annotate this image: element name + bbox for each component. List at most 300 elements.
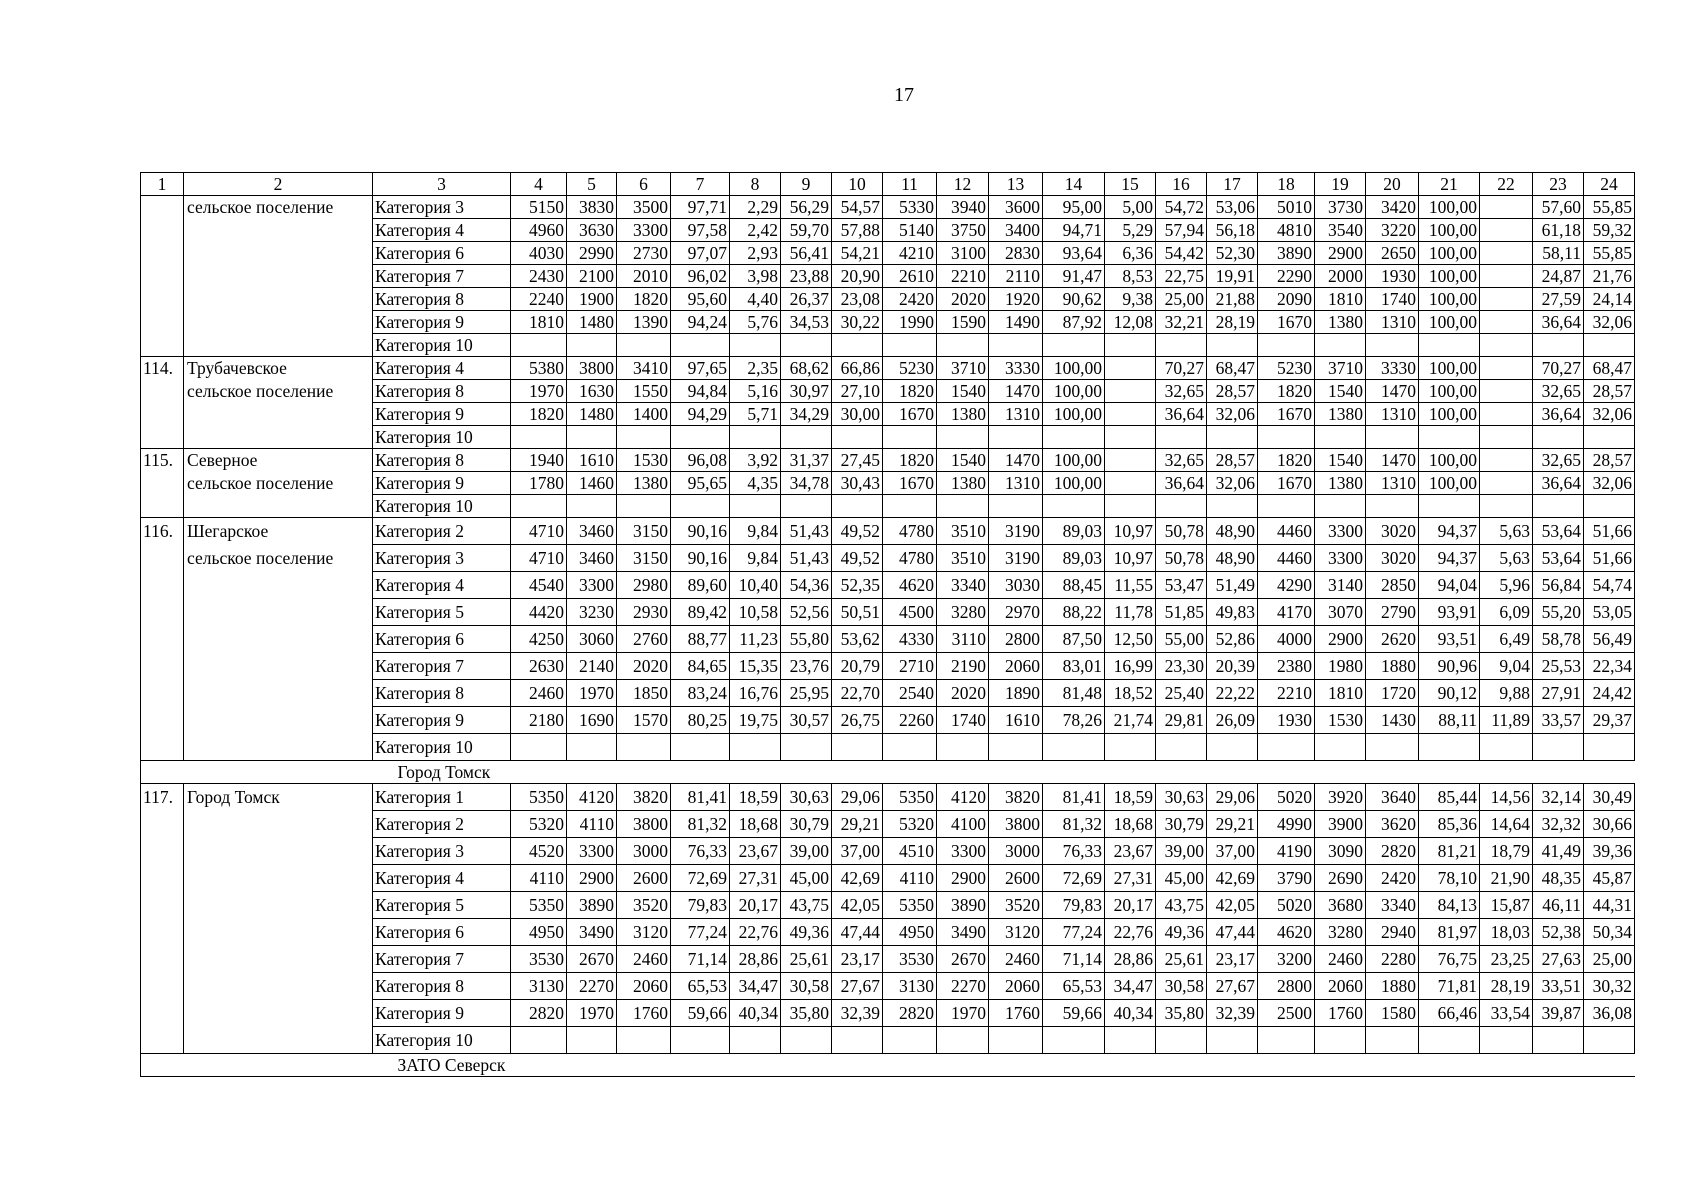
value-cell: 1780 bbox=[511, 472, 567, 495]
value-cell: 1980 bbox=[1315, 653, 1366, 680]
value-cell: 4170 bbox=[1258, 599, 1315, 626]
value-cell bbox=[1480, 426, 1533, 449]
category-label: Категория 4 bbox=[373, 865, 511, 892]
value-cell: 47,44 bbox=[1207, 919, 1258, 946]
value-cell: 2830 bbox=[989, 242, 1043, 265]
value-cell: 5330 bbox=[883, 196, 937, 219]
value-cell bbox=[567, 495, 617, 518]
value-cell: 5,63 bbox=[1480, 545, 1533, 572]
value-cell: 3630 bbox=[567, 219, 617, 242]
value-cell: 1740 bbox=[937, 707, 989, 734]
value-cell: 3520 bbox=[989, 892, 1043, 919]
value-cell: 100,00 bbox=[1043, 449, 1105, 472]
value-cell bbox=[832, 1027, 883, 1054]
value-cell: 81,21 bbox=[1419, 838, 1480, 865]
value-cell: 57,60 bbox=[1533, 196, 1584, 219]
value-cell: 88,45 bbox=[1043, 572, 1105, 599]
table-row bbox=[141, 242, 1635, 265]
table-row bbox=[141, 403, 1635, 426]
value-cell bbox=[1207, 426, 1258, 449]
value-cell: 28,57 bbox=[1584, 380, 1635, 403]
settlement-name bbox=[184, 680, 373, 707]
category-label: Категория 3 bbox=[373, 196, 511, 219]
value-cell: 78,10 bbox=[1419, 865, 1480, 892]
table-row bbox=[141, 1027, 1635, 1054]
value-cell: 3120 bbox=[989, 919, 1043, 946]
value-cell: 51,66 bbox=[1584, 518, 1635, 545]
value-cell: 27,45 bbox=[832, 449, 883, 472]
value-cell: 20,17 bbox=[730, 892, 781, 919]
settlement-name bbox=[184, 219, 373, 242]
settlement-name bbox=[184, 1027, 373, 1054]
table-body bbox=[141, 173, 1635, 1077]
value-cell bbox=[1258, 495, 1315, 518]
value-cell: 54,57 bbox=[832, 196, 883, 219]
value-cell: 39,00 bbox=[781, 838, 832, 865]
value-cell: 1380 bbox=[1315, 311, 1366, 334]
value-cell: 4000 bbox=[1258, 626, 1315, 653]
value-cell bbox=[1043, 495, 1105, 518]
value-cell bbox=[511, 495, 567, 518]
header-cell: 13 bbox=[989, 173, 1043, 196]
value-cell bbox=[1584, 1027, 1635, 1054]
value-cell: 100,00 bbox=[1419, 288, 1480, 311]
value-cell bbox=[1480, 219, 1533, 242]
value-cell: 41,49 bbox=[1533, 838, 1584, 865]
value-cell bbox=[1480, 357, 1533, 380]
settlement-name: сельское поселение bbox=[184, 380, 373, 403]
value-cell: 3900 bbox=[1315, 811, 1366, 838]
value-cell: 2020 bbox=[937, 680, 989, 707]
value-cell: 68,47 bbox=[1584, 357, 1635, 380]
value-cell: 2940 bbox=[1366, 919, 1419, 946]
value-cell: 47,44 bbox=[832, 919, 883, 946]
value-cell: 2210 bbox=[937, 265, 989, 288]
value-cell: 30,97 bbox=[781, 380, 832, 403]
value-cell: 42,69 bbox=[1207, 865, 1258, 892]
value-cell: 1690 bbox=[567, 707, 617, 734]
value-cell: 84,13 bbox=[1419, 892, 1480, 919]
value-cell: 27,31 bbox=[730, 865, 781, 892]
value-cell: 80,25 bbox=[671, 707, 730, 734]
value-cell: 3940 bbox=[937, 196, 989, 219]
value-cell: 34,78 bbox=[781, 472, 832, 495]
value-cell: 29,81 bbox=[1156, 707, 1207, 734]
header-cell: 11 bbox=[883, 173, 937, 196]
value-cell: 27,31 bbox=[1105, 865, 1156, 892]
value-cell bbox=[1043, 334, 1105, 357]
value-cell: 28,86 bbox=[730, 946, 781, 973]
value-cell: 76,75 bbox=[1419, 946, 1480, 973]
value-cell: 5350 bbox=[883, 784, 937, 811]
value-cell bbox=[937, 495, 989, 518]
value-cell: 49,36 bbox=[781, 919, 832, 946]
value-cell: 24,14 bbox=[1584, 288, 1635, 311]
value-cell: 8,53 bbox=[1105, 265, 1156, 288]
value-cell: 3090 bbox=[1315, 838, 1366, 865]
value-cell bbox=[781, 734, 832, 761]
value-cell: 3820 bbox=[617, 784, 671, 811]
row-number bbox=[141, 495, 184, 518]
value-cell: 2760 bbox=[617, 626, 671, 653]
value-cell bbox=[1533, 734, 1584, 761]
value-cell: 2820 bbox=[883, 1000, 937, 1027]
value-cell: 36,08 bbox=[1584, 1000, 1635, 1027]
value-cell: 3070 bbox=[1315, 599, 1366, 626]
value-cell: 9,04 bbox=[1480, 653, 1533, 680]
value-cell bbox=[1315, 495, 1366, 518]
value-cell: 2610 bbox=[883, 265, 937, 288]
value-cell: 2600 bbox=[989, 865, 1043, 892]
value-cell: 1630 bbox=[567, 380, 617, 403]
value-cell: 32,06 bbox=[1584, 472, 1635, 495]
value-cell bbox=[567, 426, 617, 449]
value-cell: 1810 bbox=[1315, 680, 1366, 707]
value-cell: 29,06 bbox=[832, 784, 883, 811]
value-cell: 49,52 bbox=[832, 545, 883, 572]
value-cell: 2430 bbox=[511, 265, 567, 288]
value-cell: 2800 bbox=[1258, 973, 1315, 1000]
header-cell: 12 bbox=[937, 173, 989, 196]
value-cell: 72,69 bbox=[671, 865, 730, 892]
value-cell: 6,09 bbox=[1480, 599, 1533, 626]
value-cell: 1760 bbox=[1315, 1000, 1366, 1027]
value-cell bbox=[1584, 334, 1635, 357]
value-cell: 19,91 bbox=[1207, 265, 1258, 288]
value-cell bbox=[832, 734, 883, 761]
table-row bbox=[141, 784, 1635, 811]
value-cell bbox=[1480, 265, 1533, 288]
value-cell: 25,00 bbox=[1584, 946, 1635, 973]
value-cell: 4990 bbox=[1258, 811, 1315, 838]
value-cell: 85,36 bbox=[1419, 811, 1480, 838]
value-cell: 1380 bbox=[937, 472, 989, 495]
value-cell: 1380 bbox=[937, 403, 989, 426]
value-cell: 55,80 bbox=[781, 626, 832, 653]
value-cell: 3680 bbox=[1315, 892, 1366, 919]
settlement-name bbox=[184, 653, 373, 680]
value-cell: 95,60 bbox=[671, 288, 730, 311]
value-cell: 3750 bbox=[937, 219, 989, 242]
value-cell: 85,44 bbox=[1419, 784, 1480, 811]
value-cell: 2820 bbox=[1366, 838, 1419, 865]
category-label: Категория 9 bbox=[373, 403, 511, 426]
value-cell: 1970 bbox=[511, 380, 567, 403]
value-cell: 4110 bbox=[511, 865, 567, 892]
value-cell: 5150 bbox=[511, 196, 567, 219]
section-row bbox=[141, 1054, 1635, 1077]
section-title bbox=[373, 761, 1635, 784]
value-cell: 57,88 bbox=[832, 219, 883, 242]
value-cell: 5320 bbox=[511, 811, 567, 838]
value-cell: 1880 bbox=[1366, 973, 1419, 1000]
value-cell bbox=[1207, 495, 1258, 518]
value-cell bbox=[1419, 734, 1480, 761]
value-cell: 100,00 bbox=[1419, 403, 1480, 426]
value-cell bbox=[671, 1027, 730, 1054]
row-number bbox=[141, 311, 184, 334]
value-cell: 15,87 bbox=[1480, 892, 1533, 919]
value-cell: 4290 bbox=[1258, 572, 1315, 599]
value-cell: 30,32 bbox=[1584, 973, 1635, 1000]
value-cell: 20,90 bbox=[832, 265, 883, 288]
settlement-name bbox=[184, 242, 373, 265]
value-cell: 1550 bbox=[617, 380, 671, 403]
value-cell: 18,03 bbox=[1480, 919, 1533, 946]
category-label: Категория 5 bbox=[373, 599, 511, 626]
value-cell: 54,72 bbox=[1156, 196, 1207, 219]
value-cell: 71,81 bbox=[1419, 973, 1480, 1000]
value-cell: 52,38 bbox=[1533, 919, 1584, 946]
value-cell: 4330 bbox=[883, 626, 937, 653]
category-label: Категория 1 bbox=[373, 784, 511, 811]
value-cell: 36,64 bbox=[1533, 472, 1584, 495]
value-cell: 2500 bbox=[1258, 1000, 1315, 1027]
value-cell: 30,63 bbox=[1156, 784, 1207, 811]
category-label: Категория 5 bbox=[373, 892, 511, 919]
value-cell: 5230 bbox=[883, 357, 937, 380]
value-cell: 2900 bbox=[1315, 626, 1366, 653]
category-label: Категория 10 bbox=[373, 734, 511, 761]
value-cell: 51,43 bbox=[781, 545, 832, 572]
value-cell: 3200 bbox=[1258, 946, 1315, 973]
value-cell bbox=[511, 734, 567, 761]
settlement-name bbox=[184, 919, 373, 946]
value-cell: 21,76 bbox=[1584, 265, 1635, 288]
row-number bbox=[141, 680, 184, 707]
value-cell: 1380 bbox=[617, 472, 671, 495]
value-cell: 32,06 bbox=[1207, 403, 1258, 426]
value-cell: 3420 bbox=[1366, 196, 1419, 219]
value-cell: 51,85 bbox=[1156, 599, 1207, 626]
value-cell: 56,84 bbox=[1533, 572, 1584, 599]
settlement-name: сельское поселение bbox=[184, 472, 373, 495]
value-cell: 2000 bbox=[1315, 265, 1366, 288]
value-cell: 21,90 bbox=[1480, 865, 1533, 892]
value-cell: 100,00 bbox=[1419, 265, 1480, 288]
value-cell: 1970 bbox=[937, 1000, 989, 1027]
row-number bbox=[141, 811, 184, 838]
value-cell bbox=[567, 734, 617, 761]
value-cell: 49,83 bbox=[1207, 599, 1258, 626]
value-cell: 3530 bbox=[883, 946, 937, 973]
value-cell: 34,47 bbox=[1105, 973, 1156, 1000]
value-cell: 59,66 bbox=[671, 1000, 730, 1027]
value-cell: 1380 bbox=[1315, 403, 1366, 426]
value-cell: 2100 bbox=[567, 265, 617, 288]
value-cell: 1890 bbox=[989, 680, 1043, 707]
value-cell: 9,84 bbox=[730, 545, 781, 572]
value-cell: 22,34 bbox=[1584, 653, 1635, 680]
value-cell: 3150 bbox=[617, 545, 671, 572]
value-cell: 3800 bbox=[989, 811, 1043, 838]
category-label: Категория 4 bbox=[373, 219, 511, 242]
value-cell: 1570 bbox=[617, 707, 671, 734]
value-cell bbox=[1480, 196, 1533, 219]
value-cell: 32,39 bbox=[832, 1000, 883, 1027]
value-cell: 16,99 bbox=[1105, 653, 1156, 680]
value-cell: 9,88 bbox=[1480, 680, 1533, 707]
value-cell: 4710 bbox=[511, 518, 567, 545]
settlement-name: Трубачевское bbox=[184, 357, 373, 380]
value-cell: 55,20 bbox=[1533, 599, 1584, 626]
value-cell: 4420 bbox=[511, 599, 567, 626]
value-cell: 87,50 bbox=[1043, 626, 1105, 653]
category-label: Категория 9 bbox=[373, 472, 511, 495]
value-cell: 34,47 bbox=[730, 973, 781, 1000]
value-cell: 3140 bbox=[1315, 572, 1366, 599]
value-cell bbox=[1366, 495, 1419, 518]
table-row bbox=[141, 265, 1635, 288]
value-cell bbox=[1419, 426, 1480, 449]
value-cell: 2140 bbox=[567, 653, 617, 680]
table-row bbox=[141, 426, 1635, 449]
category-label: Категория 7 bbox=[373, 653, 511, 680]
value-cell: 4510 bbox=[883, 838, 937, 865]
value-cell bbox=[883, 334, 937, 357]
value-cell: 1820 bbox=[617, 288, 671, 311]
value-cell: 2540 bbox=[883, 680, 937, 707]
table-row bbox=[141, 680, 1635, 707]
value-cell: 59,70 bbox=[781, 219, 832, 242]
value-cell: 30,58 bbox=[1156, 973, 1207, 1000]
settlement-name: Город Томск bbox=[184, 784, 373, 811]
value-cell bbox=[1156, 734, 1207, 761]
value-cell: 14,64 bbox=[1480, 811, 1533, 838]
value-cell bbox=[617, 426, 671, 449]
value-cell bbox=[1366, 426, 1419, 449]
value-cell: 68,47 bbox=[1207, 357, 1258, 380]
value-cell: 36,64 bbox=[1156, 403, 1207, 426]
header-cell: 22 bbox=[1480, 173, 1533, 196]
value-cell: 58,78 bbox=[1533, 626, 1584, 653]
value-cell: 28,57 bbox=[1207, 449, 1258, 472]
value-cell: 97,71 bbox=[671, 196, 730, 219]
row-number: 115. bbox=[141, 449, 184, 472]
value-cell bbox=[730, 426, 781, 449]
value-cell: 30,49 bbox=[1584, 784, 1635, 811]
value-cell: 71,14 bbox=[671, 946, 730, 973]
value-cell: 1900 bbox=[567, 288, 617, 311]
value-cell: 2380 bbox=[1258, 653, 1315, 680]
row-number bbox=[141, 892, 184, 919]
value-cell: 29,21 bbox=[1207, 811, 1258, 838]
value-cell: 1610 bbox=[567, 449, 617, 472]
value-cell: 4460 bbox=[1258, 545, 1315, 572]
value-cell: 49,36 bbox=[1156, 919, 1207, 946]
settlement-name bbox=[184, 973, 373, 1000]
value-cell: 1470 bbox=[989, 449, 1043, 472]
category-label: Категория 3 bbox=[373, 545, 511, 572]
value-cell: 97,65 bbox=[671, 357, 730, 380]
value-cell: 32,65 bbox=[1533, 449, 1584, 472]
row-number bbox=[141, 973, 184, 1000]
value-cell: 18,68 bbox=[1105, 811, 1156, 838]
value-cell bbox=[1480, 380, 1533, 403]
section-title-text: ЗАТО Северск bbox=[397, 1055, 506, 1075]
value-cell: 4620 bbox=[1258, 919, 1315, 946]
value-cell: 3190 bbox=[989, 545, 1043, 572]
table-row bbox=[141, 865, 1635, 892]
value-cell: 1920 bbox=[989, 288, 1043, 311]
value-cell bbox=[1366, 734, 1419, 761]
value-cell bbox=[567, 334, 617, 357]
value-cell bbox=[730, 495, 781, 518]
value-cell: 5,16 bbox=[730, 380, 781, 403]
value-cell: 42,69 bbox=[832, 865, 883, 892]
value-cell: 51,43 bbox=[781, 518, 832, 545]
value-cell: 32,06 bbox=[1207, 472, 1258, 495]
value-cell: 2670 bbox=[937, 946, 989, 973]
value-cell: 94,71 bbox=[1043, 219, 1105, 242]
value-cell: 3330 bbox=[989, 357, 1043, 380]
value-cell: 1990 bbox=[883, 311, 937, 334]
settlement-name bbox=[184, 426, 373, 449]
value-cell: 2730 bbox=[617, 242, 671, 265]
value-cell: 4810 bbox=[1258, 219, 1315, 242]
value-cell: 18,79 bbox=[1480, 838, 1533, 865]
value-cell bbox=[1207, 334, 1258, 357]
category-label: Категория 6 bbox=[373, 919, 511, 946]
value-cell: 32,65 bbox=[1533, 380, 1584, 403]
value-cell: 34,29 bbox=[781, 403, 832, 426]
value-cell: 42,05 bbox=[1207, 892, 1258, 919]
value-cell: 29,06 bbox=[1207, 784, 1258, 811]
value-cell bbox=[1584, 734, 1635, 761]
settlement-name bbox=[184, 811, 373, 838]
value-cell: 21,88 bbox=[1207, 288, 1258, 311]
value-cell: 5350 bbox=[511, 892, 567, 919]
value-cell: 81,32 bbox=[1043, 811, 1105, 838]
value-cell: 77,24 bbox=[1043, 919, 1105, 946]
value-cell: 39,36 bbox=[1584, 838, 1635, 865]
value-cell: 3500 bbox=[617, 196, 671, 219]
header-cell: 21 bbox=[1419, 173, 1480, 196]
header-cell: 4 bbox=[511, 173, 567, 196]
value-cell bbox=[1366, 1027, 1419, 1054]
value-cell: 23,67 bbox=[730, 838, 781, 865]
value-cell: 10,40 bbox=[730, 572, 781, 599]
value-cell: 55,85 bbox=[1584, 242, 1635, 265]
value-cell bbox=[1419, 334, 1480, 357]
value-cell: 2600 bbox=[617, 865, 671, 892]
value-cell bbox=[1043, 734, 1105, 761]
table-row bbox=[141, 653, 1635, 680]
value-cell: 1480 bbox=[567, 403, 617, 426]
value-cell: 25,61 bbox=[781, 946, 832, 973]
value-cell: 2460 bbox=[511, 680, 567, 707]
value-cell: 22,75 bbox=[1156, 265, 1207, 288]
value-cell bbox=[1156, 1027, 1207, 1054]
value-cell: 18,59 bbox=[1105, 784, 1156, 811]
value-cell: 5,63 bbox=[1480, 518, 1533, 545]
value-cell: 30,22 bbox=[832, 311, 883, 334]
value-cell bbox=[617, 734, 671, 761]
value-cell bbox=[1419, 1027, 1480, 1054]
value-cell bbox=[1156, 426, 1207, 449]
value-cell: 20,17 bbox=[1105, 892, 1156, 919]
value-cell bbox=[1533, 495, 1584, 518]
value-cell: 3600 bbox=[989, 196, 1043, 219]
value-cell: 56,29 bbox=[781, 196, 832, 219]
settlement-name bbox=[184, 288, 373, 311]
value-cell: 54,36 bbox=[781, 572, 832, 599]
value-cell: 22,76 bbox=[730, 919, 781, 946]
value-cell: 1670 bbox=[883, 403, 937, 426]
value-cell: 33,54 bbox=[1480, 1000, 1533, 1027]
row-number bbox=[141, 219, 184, 242]
value-cell: 2020 bbox=[617, 653, 671, 680]
